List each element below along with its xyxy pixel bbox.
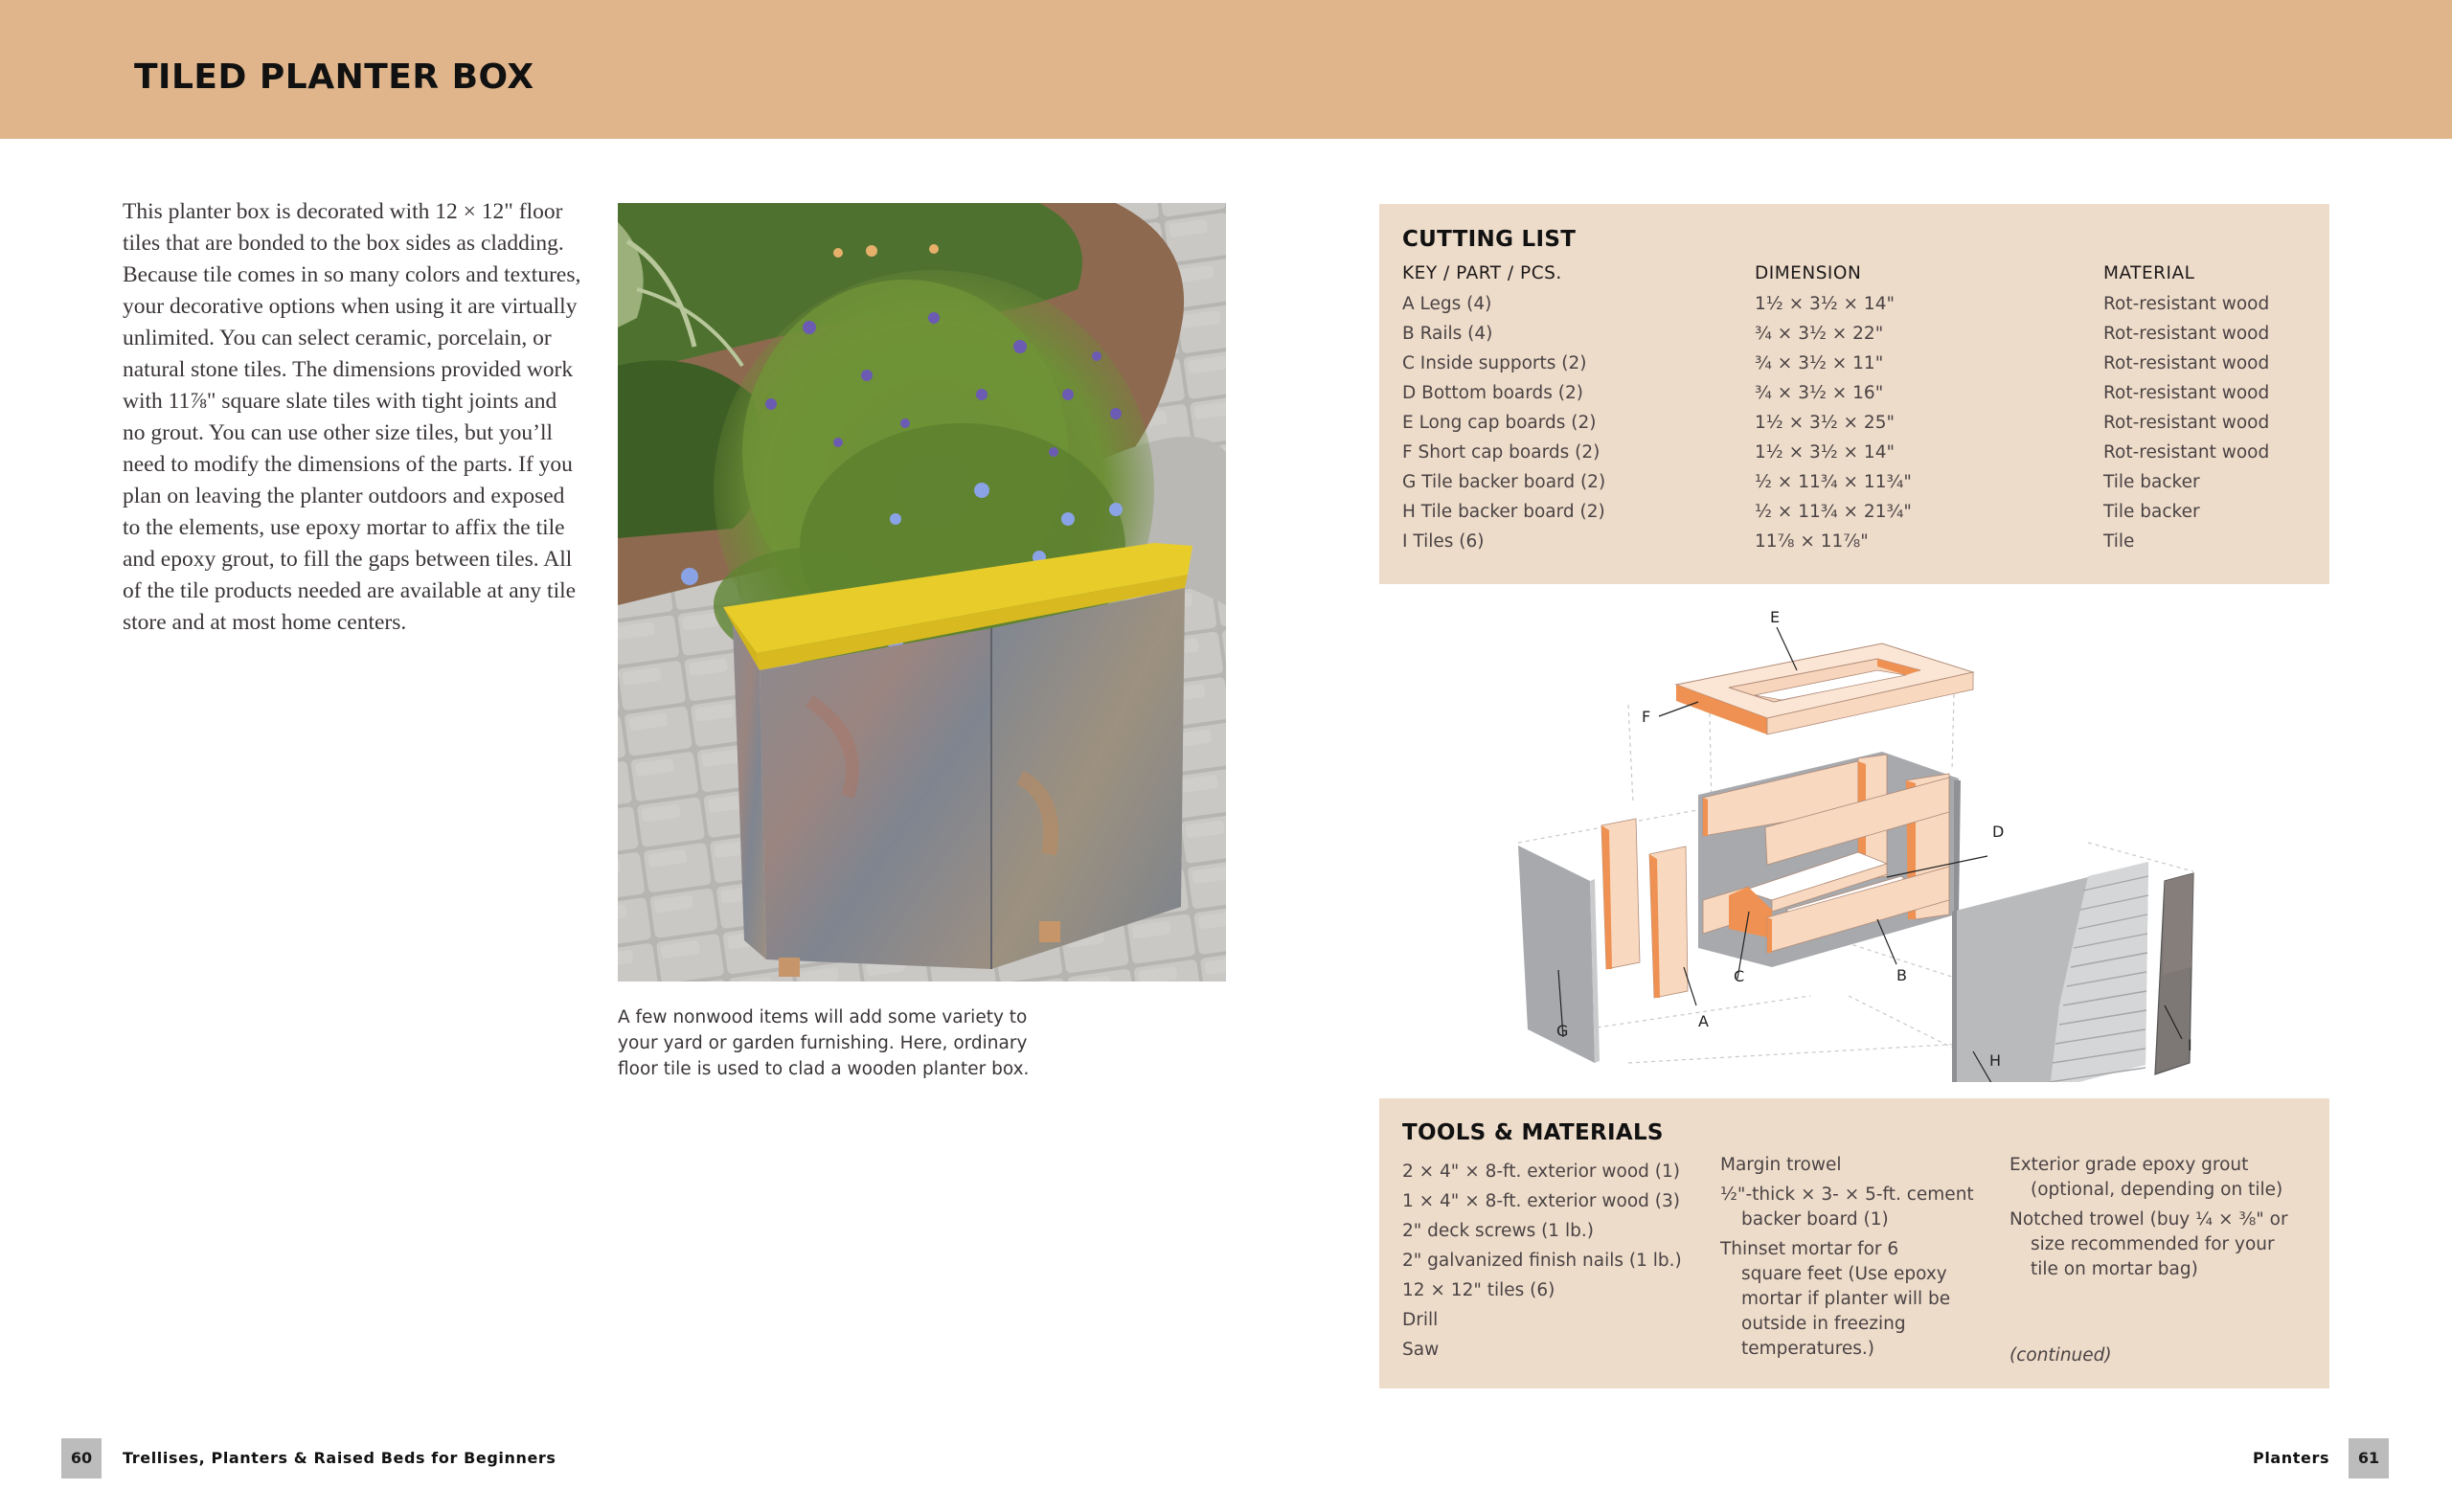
diagram-label-f: F: [1642, 708, 1651, 726]
table-row: [1379, 472, 2329, 502]
tools-column-3: [2009, 1153, 2288, 1368]
tool-item: Saw: [1402, 1340, 1440, 1360]
part-key: F Short cap boards (2): [1402, 442, 1601, 463]
tools-column-1: [1402, 1157, 1682, 1365]
diagram-label-i: I: [2188, 1036, 2192, 1054]
intro-line: This planter box is decorated with 12 × 12" floor: [123, 199, 563, 224]
intro-line: no grout. You can use other size tiles, but you’ll: [123, 420, 554, 445]
intro-line: natural stone tiles. The dimensions provided work: [123, 357, 574, 382]
tool-item-continued: outside in freezing: [1741, 1314, 1906, 1334]
continued-note: (continued): [2009, 1345, 2112, 1365]
table-row: [1379, 442, 2329, 472]
table-row: [1379, 324, 2329, 353]
table-row: [1379, 294, 2329, 324]
part-key: H Tile backer board (2): [1402, 502, 1605, 522]
tool-item-continued: tile on mortar bag): [2031, 1259, 2198, 1279]
tool-item: 2" galvanized finish nails (1 lb.): [1402, 1251, 1682, 1271]
page-number-left: 60: [61, 1438, 102, 1478]
tool-item: Exterior grade epoxy grout: [2009, 1155, 2249, 1175]
intro-line: of the tile products needed are available at any tile: [123, 578, 577, 603]
tool-item: 1 × 4" × 8-ft. exterior wood (3): [1402, 1191, 1681, 1211]
tools-column-2: [1720, 1153, 1974, 1362]
part-key: A Legs (4): [1402, 294, 1492, 314]
diagram-label-a: A: [1698, 1012, 1709, 1030]
diagram-label-c: C: [1734, 967, 1745, 985]
caption-line: A few nonwood items will add some variety to: [618, 1007, 1028, 1027]
table-row: [1379, 413, 2329, 442]
part-material: Tile backer: [2103, 472, 2200, 492]
diagram-label-g: G: [1556, 1022, 1569, 1040]
tool-item: ½"-thick × 3- × 5-ft. cement: [1720, 1185, 1974, 1205]
column-header-key: KEY / PART / PCS.: [1402, 263, 1562, 283]
part-dimension: 1½ × 3½ × 14": [1755, 442, 1895, 463]
tools-materials-panel: [1379, 1098, 2329, 1388]
part-material: Rot-resistant wood: [2103, 413, 2270, 433]
table-row: [1379, 383, 2329, 413]
intro-line: store and at most home centers.: [123, 610, 407, 635]
caption-line: floor tile is used to clad a wooden planter box.: [618, 1059, 1030, 1079]
photo-caption: [618, 1004, 1116, 1082]
intro-line: with 11⅞" square slate tiles with tight joints and: [123, 389, 557, 414]
part-dimension: ¾ × 3½ × 16": [1755, 383, 1884, 403]
intro-line: unlimited. You can select ceramic, porcelain, or: [123, 326, 552, 350]
part-material: Rot-resistant wood: [2103, 442, 2270, 463]
part-key: D Bottom boards (2): [1402, 383, 1584, 403]
diagram-label-b: B: [1896, 966, 1907, 984]
diagram-label-d: D: [1992, 823, 2005, 841]
part-dimension: 1½ × 3½ × 25": [1755, 413, 1895, 433]
intro-line: your decorative options when using it are virtually: [123, 294, 578, 319]
intro-line: Because tile comes in so many colors and textures,: [123, 262, 581, 287]
cutting-list-title: CUTTING LIST: [1402, 227, 1577, 252]
book-title: Trellises, Planters & Raised Beds for Beginners: [123, 1449, 556, 1467]
page-title: TILED PLANTER BOX: [134, 57, 534, 97]
part-material: Rot-resistant wood: [2103, 324, 2270, 344]
tool-item: Thinset mortar for 6: [1720, 1239, 1899, 1259]
part-material: Rot-resistant wood: [2103, 294, 2270, 314]
part-key: G Tile backer board (2): [1402, 472, 1606, 492]
part-dimension: ½ × 11¾ × 11¾": [1755, 472, 1912, 492]
intro-paragraph: [123, 196, 588, 639]
part-dimension: 1½ × 3½ × 14": [1755, 294, 1895, 314]
part-dimension: ¾ × 3½ × 22": [1755, 324, 1884, 344]
intro-line: plan on leaving the planter outdoors and exposed: [123, 484, 565, 508]
part-key: C Inside supports (2): [1402, 353, 1587, 373]
tool-item: Drill: [1402, 1310, 1439, 1330]
tool-item: 2" deck screws (1 lb.): [1402, 1221, 1594, 1241]
tool-item: Notched trowel (buy ¼ × ⅜" or: [2009, 1209, 2288, 1230]
table-row: [1379, 502, 2329, 531]
tools-materials-title: TOOLS & MATERIALS: [1402, 1120, 1664, 1145]
tool-item-continued: size recommended for your: [2031, 1234, 2275, 1254]
tool-item-continued: square feet (Use epoxy: [1741, 1264, 1947, 1284]
tool-item-continued: mortar if planter will be: [1741, 1289, 1951, 1309]
diagram-label-h: H: [1989, 1051, 2002, 1070]
intro-line: need to modify the dimensions of the parts. If you: [123, 452, 573, 477]
part-dimension: ¾ × 3½ × 11": [1755, 353, 1884, 373]
part-material: Rot-resistant wood: [2103, 353, 2270, 373]
column-header-dimension: DIMENSION: [1755, 263, 1862, 283]
part-dimension: ½ × 11¾ × 21¾": [1755, 502, 1912, 522]
table-row: [1379, 531, 2329, 561]
part-material: Tile backer: [2103, 502, 2200, 522]
part-key: E Long cap boards (2): [1402, 413, 1597, 433]
tool-item: Margin trowel: [1720, 1155, 1842, 1175]
part-material: Tile: [2103, 531, 2135, 552]
intro-line: tiles that are bonded to the box sides as cladding.: [123, 231, 564, 256]
caption-line: your yard or garden furnishing. Here, ordinary: [618, 1033, 1028, 1053]
section-name: Planters: [2253, 1449, 2330, 1467]
cutting-list-panel: [1379, 204, 2329, 584]
tool-item-continued: backer board (1): [1741, 1209, 1889, 1230]
column-header-material: MATERIAL: [2103, 263, 2195, 283]
exploded-diagram: [1494, 603, 2222, 1082]
part-key: I Tiles (6): [1402, 531, 1485, 552]
page-number-right: 61: [2349, 1438, 2389, 1478]
diagram-label-e: E: [1770, 608, 1781, 626]
part-key: B Rails (4): [1402, 324, 1493, 344]
tool-item-continued: (optional, depending on tile): [2031, 1180, 2283, 1200]
part-material: Rot-resistant wood: [2103, 383, 2270, 403]
intro-line: and epoxy grout, to fill the gaps between tiles. All: [123, 547, 573, 572]
tool-item: 2 × 4" × 8-ft. exterior wood (1): [1402, 1162, 1681, 1182]
part-dimension: 11⅞ × 11⅞": [1755, 531, 1869, 552]
intro-line: to the elements, use epoxy mortar to affix the tile: [123, 515, 565, 540]
table-row: [1379, 353, 2329, 383]
tool-item-continued: temperatures.): [1741, 1339, 1875, 1359]
planter-photo: [618, 203, 1226, 982]
tool-item: 12 × 12" tiles (6): [1402, 1280, 1555, 1300]
